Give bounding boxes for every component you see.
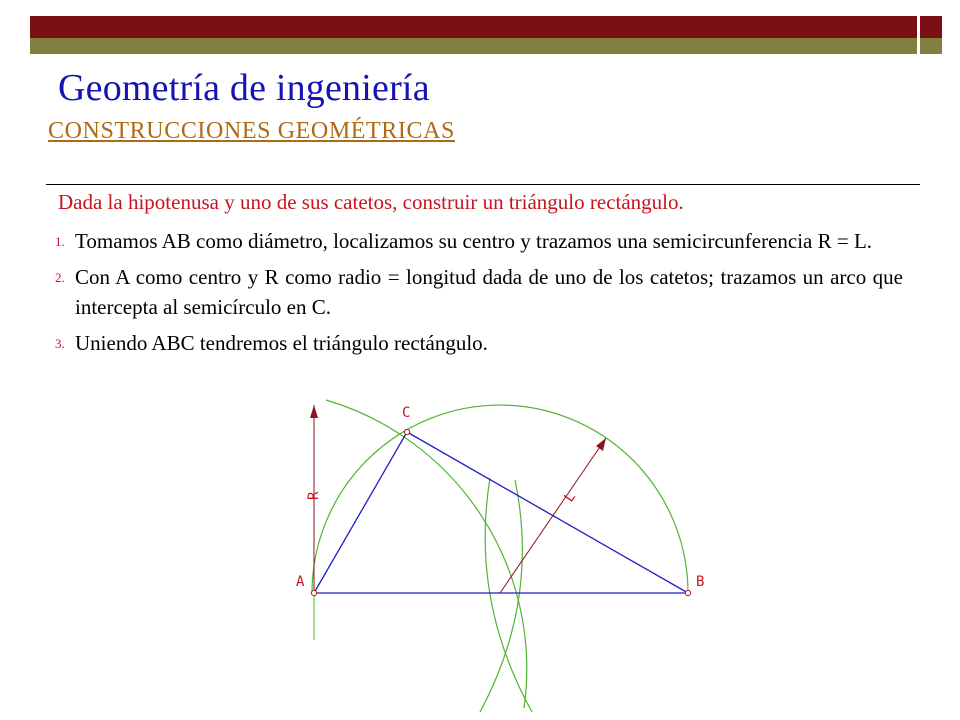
step-text: Uniendo ABC tendremos el triángulo rectángulo.: [75, 331, 488, 355]
step-number: 3.: [55, 336, 65, 351]
label-r: R: [306, 491, 322, 500]
label-b: B: [696, 574, 705, 590]
problem-statement: Dada la hipotenusa y uno de sus catetos, construir un triángulo rectángulo.: [58, 190, 684, 214]
r-arrowhead: [310, 405, 318, 418]
point-a-marker: [311, 590, 316, 595]
label-a: A: [296, 574, 305, 590]
step-number: 1.: [55, 234, 65, 249]
step-text: Con A como centro y R como radio = longitud dada de uno de los catetos; trazamos un arco que intercepta al semicírculo en C.: [75, 265, 903, 319]
side-ac: [314, 432, 407, 593]
slide-title: Geometría de ingeniería: [58, 67, 430, 109]
label-c: C: [402, 405, 411, 421]
point-b-marker: [685, 590, 690, 595]
l-arrowhead: [596, 438, 606, 451]
side-cb: [407, 432, 688, 593]
label-l: L: [561, 489, 580, 506]
step-number: 2.: [55, 270, 65, 285]
point-c-marker: [404, 429, 409, 434]
step-text: Tomamos AB como diámetro, localizamos su centro y trazamos una semicircunferencia R = L.: [75, 229, 873, 253]
radius-arc-a: [326, 400, 527, 708]
bisector-arc-left: [485, 478, 532, 712]
slide-subtitle: CONSTRUCCIONES GEOMÉTRICAS: [48, 118, 455, 144]
